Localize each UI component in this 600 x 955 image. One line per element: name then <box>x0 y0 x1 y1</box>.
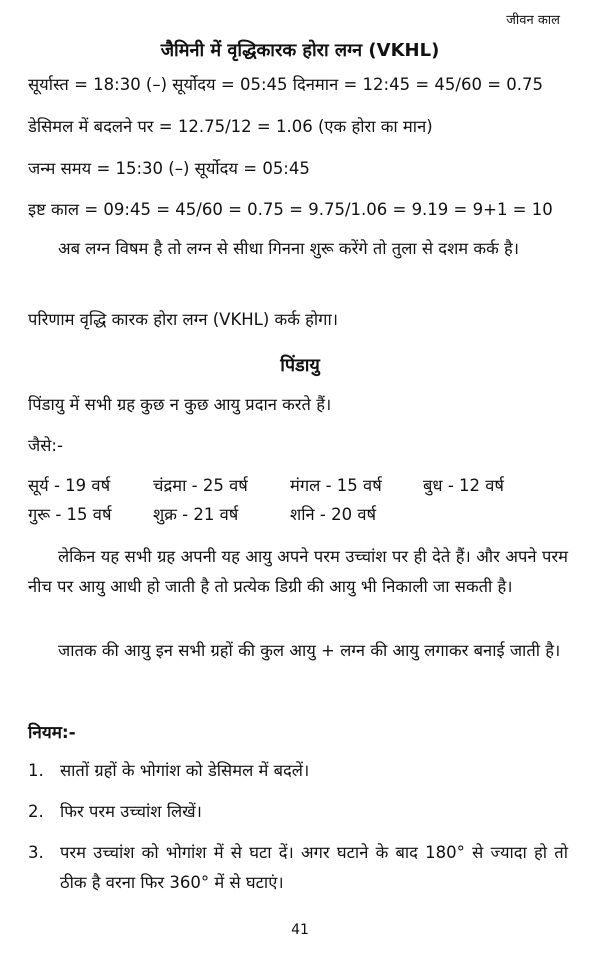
rule-number: 3. <box>28 843 44 862</box>
planet-years-row-2 <box>28 502 568 528</box>
page-number: 41 <box>291 922 309 938</box>
example-label: जैसे:- <box>28 436 63 455</box>
pindayu-intro: पिंडायु में सभी ग्रह कुछ न कुछ आयु प्रदान करते हैं। <box>28 395 332 414</box>
calc-line-birth-time: जन्म समय = 15:30 (–) सूर्योदय = 05:45 <box>28 159 310 178</box>
calc-line-decimal: डेसिमल में बदलने पर = 12.75/12 = 1.06 (एक होरा का मान) <box>28 117 433 136</box>
rule-text: सातों ग्रहों के भोगांश को डेसिमल में बदलें। <box>60 761 310 780</box>
result-line: परिणाम वृद्धि कारक होरा लग्न (VKHL) कर्क होगा। <box>28 310 338 329</box>
rule-item <box>28 797 568 827</box>
rule-text: परम उच्चांश को भोगांश में से घटा दें। अगर घटाने के बाद 180° से ज्यादा हो तो ठीक है वरना फिर 360° में से घटाएं। <box>60 843 568 892</box>
rule-number: 2. <box>28 802 44 821</box>
paragraph-total-age: जातक की आयु इन सभी ग्रहों की कुल आयु + लग्न की आयु लगाकर बनाई जाती है। <box>58 641 561 660</box>
planet-year-item: सूर्य - 19 वर्ष <box>28 476 111 495</box>
planet-year-item: मंगल - 15 वर्ष <box>290 476 382 495</box>
rule-number: 1. <box>28 761 44 780</box>
rule-text: फिर परम उच्चांश लिखें। <box>60 802 202 821</box>
planet-year-item: बुध - 12 वर्ष <box>423 476 504 495</box>
planet-year-item: चंद्रमा - 25 वर्ष <box>153 476 248 495</box>
paragraph-lagna: अब लग्न विषम है तो लग्न से सीधा गिनना शुरू करेंगे तो तुला से दशम कर्क है। <box>58 239 520 258</box>
rules-heading: नियम:- <box>28 723 76 743</box>
calc-line-sunset: सूर्यास्त = 18:30 (–) सूर्योदय = 05:45 दिनमान = 12:45 = 45/60 = 0.75 <box>28 75 544 94</box>
page-title: जैमिनी में वृद्धिकारक होरा लग्न (VKHL) <box>160 40 440 61</box>
rule-item <box>28 756 568 786</box>
planet-year-item: शनि - 20 वर्ष <box>290 505 377 524</box>
paragraph-param-uchchansh: लेकिन यह सभी ग्रह अपनी यह आयु अपने परम उच्चांश पर ही देते हैं। और अपने परम नीच पर आयु आधी हो जाती है तो प्रत्येक डिग्री की आयु भी निकाली जा सकती है। <box>28 547 568 596</box>
planet-year-item: गुरू - 15 वर्ष <box>28 505 112 524</box>
running-header: जीवन काल <box>506 13 560 28</box>
rule-item <box>28 838 568 898</box>
planet-years-row-1 <box>28 473 568 499</box>
section-heading-pindayu: पिंडायु <box>280 355 320 376</box>
calc-line-isht-kaal: इष्ट काल = 09:45 = 45/60 = 0.75 = 9.75/1.06 = 9.19 = 9+1 = 10 <box>28 200 553 219</box>
planet-year-item: शुक्र - 21 वर्ष <box>153 505 239 524</box>
